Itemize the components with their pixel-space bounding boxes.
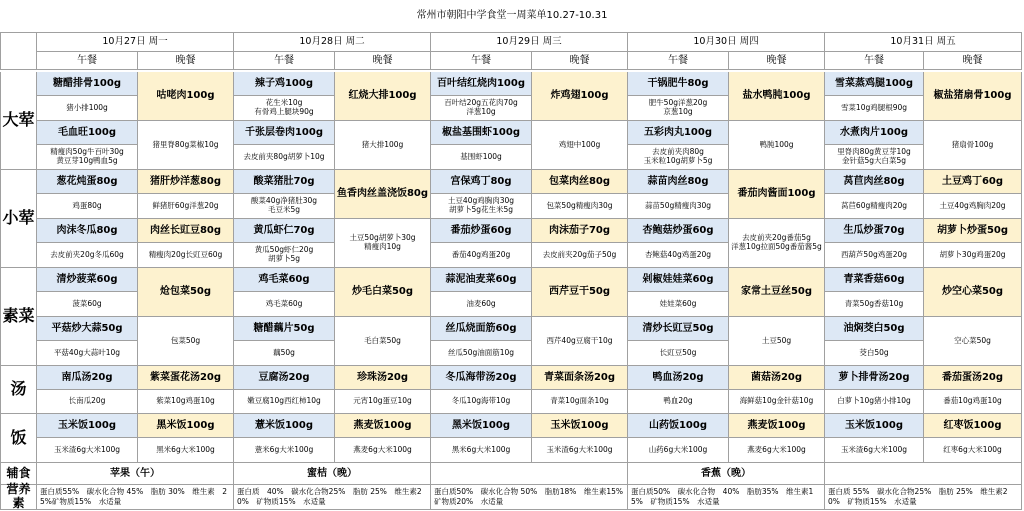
day-header: 10月31日 周五	[825, 32, 1022, 52]
nutrition-info: 蛋白质 55% 碳水化合物25% 脂肪 25% 维生素20% 矿物质15% 水适量	[825, 485, 1022, 510]
dish-name: 葱花炖蛋80g	[37, 170, 138, 194]
dish-name: 冬瓜海带汤20g	[431, 366, 532, 390]
dish-name: 肉沫冬瓜80g	[37, 219, 138, 243]
dish-ingredients: 空心菜50g	[924, 317, 1022, 366]
dish-name: 青菜面条汤20g	[532, 366, 628, 390]
dish-name: 家常土豆丝50g	[729, 268, 825, 317]
dish-name: 黑米饭100g	[431, 414, 532, 438]
dish-ingredients: 猪小排100g	[37, 96, 138, 121]
dish-name: 清炒长豇豆50g	[628, 317, 729, 341]
dish-name: 雪菜蒸鸡腿100g	[825, 72, 924, 96]
dish-ingredients: 茭白50g	[825, 341, 924, 366]
dish-ingredients: 西芹40g豆腐干10g	[532, 317, 628, 366]
dish-name: 毛血旺100g	[37, 121, 138, 145]
dish-ingredients: 山药6g大米100g	[628, 438, 729, 463]
dish-name: 包菜肉丝80g	[532, 170, 628, 194]
dish-name: 胡萝卜炒蛋50g	[924, 219, 1022, 243]
nutrition-info: 蛋白质50% 碳水化合物 50% 脂肪18% 维生素15% 矿物质20% 水适量	[431, 485, 628, 510]
dish-ingredients: 去皮前夹80g胡萝卜10g	[234, 145, 335, 170]
dish-ingredients: 包菜50g	[138, 317, 234, 366]
dish-ingredients: 酸菜40g净猪肚30g 毛豆米5g	[234, 194, 335, 219]
dish-ingredients: 胡萝卜30g鸡蛋20g	[924, 243, 1022, 268]
dish-name: 五彩肉丸100g	[628, 121, 729, 145]
dish-ingredients: 平菇40g大蒜叶10g	[37, 341, 138, 366]
dish-ingredients: 百叶结20g五花肉70g 洋葱10g	[431, 96, 532, 121]
side-food: 蜜桔（晚）	[234, 463, 431, 485]
dish-ingredients: 蒜苗50g精瘦肉30g	[628, 194, 729, 219]
dish-name: 糖醋藕片50g	[234, 317, 335, 341]
dish-ingredients: 精瘦肉50g牛百叶30g 黄豆芽10g鸭血5g	[37, 145, 138, 170]
dish-name: 炝包菜50g	[138, 268, 234, 317]
day-header: 10月27日 周一	[37, 32, 234, 52]
dish-ingredients: 杏鲍菇40g鸡蛋20g	[628, 243, 729, 268]
lunch-header: 午餐	[431, 52, 532, 70]
dish-name: 杏鲍菇炒蛋60g	[628, 219, 729, 243]
dish-ingredients: 海鲜菇10g金针菇10g	[729, 390, 825, 414]
dish-ingredients: 油麦60g	[431, 292, 532, 317]
dish-name: 千张层卷肉100g	[234, 121, 335, 145]
dish-name: 酸菜猪肚70g	[234, 170, 335, 194]
dish-name: 萝卜排骨汤20g	[825, 366, 924, 390]
dish-ingredients: 包菜50g精瘦肉30g	[532, 194, 628, 219]
dish-name: 宫保鸡丁80g	[431, 170, 532, 194]
dish-ingredients: 红枣6g大米100g	[924, 438, 1022, 463]
dish-name: 肉丝长豇豆80g	[138, 219, 234, 243]
dish-name: 豆腐汤20g	[234, 366, 335, 390]
dish-ingredients: 黑米6g大米100g	[431, 438, 532, 463]
dish-ingredients: 雪菜10g鸡腿根90g	[825, 96, 924, 121]
dish-name: 红烧大排100g	[335, 72, 431, 121]
day-header: 10月30日 周四	[628, 32, 825, 52]
dish-name: 炒毛白菜50g	[335, 268, 431, 317]
dish-ingredients: 燕麦6g大米100g	[729, 438, 825, 463]
dish-ingredients: 番茄10g鸡蛋10g	[924, 390, 1022, 414]
category-label: 素菜	[0, 268, 37, 366]
dish-name: 鸡毛菜60g	[234, 268, 335, 292]
dish-ingredients: 肥牛50g洋葱20g 京葱10g	[628, 96, 729, 121]
dish-ingredients: 玉米渣6g大米100g	[37, 438, 138, 463]
dish-name: 糖醋排骨100g	[37, 72, 138, 96]
dish-ingredients: 土豆40g鸡胸肉20g	[924, 194, 1022, 219]
dish-ingredients: 鸭肫100g	[729, 121, 825, 170]
dish-name: 椒盐基围虾100g	[431, 121, 532, 145]
lunch-header: 午餐	[825, 52, 924, 70]
dish-ingredients: 鲜猪肝60g洋葱20g	[138, 194, 234, 219]
dish-ingredients: 莴苣60g精瘦肉20g	[825, 194, 924, 219]
dish-name: 薏米饭100g	[234, 414, 335, 438]
dish-ingredients: 去皮前夹20g冬瓜60g	[37, 243, 138, 268]
dish-ingredients: 藕50g	[234, 341, 335, 366]
dish-ingredients: 燕麦6g大米100g	[335, 438, 431, 463]
dish-ingredients: 花生米10g 有骨鸡上腿块90g	[234, 96, 335, 121]
dish-name: 菌菇汤20g	[729, 366, 825, 390]
dish-ingredients: 猪大排100g	[335, 121, 431, 170]
dish-name: 生瓜炒蛋70g	[825, 219, 924, 243]
dish-name: 番茄蛋汤20g	[924, 366, 1022, 390]
dish-ingredients: 土豆40g鸡胸肉30g 胡萝卜5g花生米5g	[431, 194, 532, 219]
category-label: 饭	[0, 414, 37, 463]
dish-name: 干锅肥牛80g	[628, 72, 729, 96]
dish-ingredients: 元宵10g蛋豆10g	[335, 390, 431, 414]
dish-name: 椒盐猪扇骨100g	[924, 72, 1022, 121]
dish-name: 玉米饭100g	[37, 414, 138, 438]
nutrition-info: 蛋白质55% 碳水化合物 45% 脂肪 30% 维生素 25%矿物质15% 水适量	[37, 485, 234, 510]
dinner-header: 晚餐	[729, 52, 825, 70]
dish-name: 山药饭100g	[628, 414, 729, 438]
lunch-header: 午餐	[628, 52, 729, 70]
dish-ingredients: 菠菜60g	[37, 292, 138, 317]
dish-name: 燕麦饭100g	[335, 414, 431, 438]
dish-name: 肉沫茄子70g	[532, 219, 628, 243]
dish-name: 黄瓜虾仁70g	[234, 219, 335, 243]
dish-ingredients: 青菜10g面条10g	[532, 390, 628, 414]
dish-ingredients: 土豆50g胡萝卜30g 精瘦肉10g	[335, 219, 431, 268]
dish-name: 清炒菠菜60g	[37, 268, 138, 292]
dish-name: 百叶结红烧肉100g	[431, 72, 532, 96]
dish-ingredients: 去皮前夹20g茄子50g	[532, 243, 628, 268]
side-food: 香蕉（晚）	[628, 463, 825, 485]
dish-name: 蒜苗肉丝80g	[628, 170, 729, 194]
dish-ingredients: 去皮前夹20g番茄5g 洋葱10g拉面50g番茄酱5g	[729, 219, 825, 268]
dish-ingredients: 玉米渣6g大米100g	[825, 438, 924, 463]
dish-name: 燕麦饭100g	[729, 414, 825, 438]
dish-ingredients: 鸡翅中100g	[532, 121, 628, 170]
category-label: 辅食	[0, 463, 37, 485]
dish-name: 辣子鸡100g	[234, 72, 335, 96]
dish-name: 鸭血汤20g	[628, 366, 729, 390]
dinner-header: 晚餐	[924, 52, 1022, 70]
nutrition-info: 蛋白质 40% 碳水化合物25% 脂肪 25% 维生素20% 矿物质15% 水适量	[234, 485, 431, 510]
dish-name: 平菇炒大蒜50g	[37, 317, 138, 341]
dish-name: 猪肝炒洋葱80g	[138, 170, 234, 194]
dish-name: 丝瓜烧面筋60g	[431, 317, 532, 341]
day-header: 10月29日 周三	[431, 32, 628, 52]
lunch-header: 午餐	[37, 52, 138, 70]
category-label: 小荤	[0, 170, 37, 268]
dish-name: 剁椒娃娃菜60g	[628, 268, 729, 292]
dish-name: 珍珠汤20g	[335, 366, 431, 390]
dish-name: 炸鸡翅100g	[532, 72, 628, 121]
category-label: 大荤	[0, 72, 37, 170]
dish-ingredients: 白萝卜10g猪小排10g	[825, 390, 924, 414]
dish-ingredients: 嫩豆腐10g西红柿10g	[234, 390, 335, 414]
dish-name: 油焖茭白50g	[825, 317, 924, 341]
dish-name: 番茄肉酱面100g	[729, 170, 825, 219]
dinner-header: 晚餐	[138, 52, 234, 70]
dish-name: 土豆鸡丁60g	[924, 170, 1022, 194]
dish-ingredients: 紫菜10g鸡蛋10g	[138, 390, 234, 414]
dish-name: 玉米饭100g	[825, 414, 924, 438]
dish-ingredients: 里脊肉80g黄豆芽10g 金针菇5g大白菜5g	[825, 145, 924, 170]
dish-ingredients: 娃娃菜60g	[628, 292, 729, 317]
dish-ingredients: 精瘦肉20g长豇豆60g	[138, 243, 234, 268]
dish-name: 番茄炒蛋60g	[431, 219, 532, 243]
dish-ingredients: 土豆50g	[729, 317, 825, 366]
dish-name: 黑米饭100g	[138, 414, 234, 438]
side-food	[825, 463, 1022, 485]
day-header: 10月28日 周二	[234, 32, 431, 52]
dish-name: 蒜泥油麦菜60g	[431, 268, 532, 292]
dinner-header: 晚餐	[335, 52, 431, 70]
dish-ingredients: 黄瓜50g虾仁20g 胡萝卜5g	[234, 243, 335, 268]
corner-cell	[0, 32, 37, 70]
dish-name: 南瓜汤20g	[37, 366, 138, 390]
dinner-header: 晚餐	[532, 52, 628, 70]
dish-ingredients: 鸭血20g	[628, 390, 729, 414]
dish-name: 莴苣肉丝80g	[825, 170, 924, 194]
dish-name: 咕咾肉100g	[138, 72, 234, 121]
dish-name: 鱼香肉丝盖浇饭80g	[335, 170, 431, 219]
dish-name: 紫菜蛋花汤20g	[138, 366, 234, 390]
dish-ingredients: 丝瓜50g油面筋10g	[431, 341, 532, 366]
dish-name: 红枣饭100g	[924, 414, 1022, 438]
side-food	[431, 463, 628, 485]
dish-ingredients: 长南瓜20g	[37, 390, 138, 414]
dish-ingredients: 玉米渣6g大米100g	[532, 438, 628, 463]
dish-ingredients: 番茄40g鸡蛋20g	[431, 243, 532, 268]
dish-ingredients: 毛白菜50g	[335, 317, 431, 366]
lunch-header: 午餐	[234, 52, 335, 70]
nutrition-info: 蛋白质50% 碳水化合物 40% 脂肪35% 维生素15% 矿物质15% 水适量	[628, 485, 825, 510]
dish-name: 炒空心菜50g	[924, 268, 1022, 317]
dish-ingredients: 青菜50g香菇10g	[825, 292, 924, 317]
page-title: 常州市朝阳中学食堂一周菜单10.27-10.31	[416, 10, 608, 22]
dish-ingredients: 长豇豆50g	[628, 341, 729, 366]
dish-ingredients: 冬瓜10g海带10g	[431, 390, 532, 414]
side-food: 苹果（午）	[37, 463, 234, 485]
dish-ingredients: 西葫芦50g鸡蛋20g	[825, 243, 924, 268]
dish-name: 盐水鸭肫100g	[729, 72, 825, 121]
dish-ingredients: 鸡蛋80g	[37, 194, 138, 219]
dish-name: 青菜香菇60g	[825, 268, 924, 292]
category-label: 营养素	[0, 485, 37, 510]
category-label: 汤	[0, 366, 37, 414]
dish-ingredients: 去皮前夹肉80g 玉米粒10g胡萝卜5g	[628, 145, 729, 170]
dish-ingredients: 黑米6g大米100g	[138, 438, 234, 463]
dish-name: 水煮肉片100g	[825, 121, 924, 145]
dish-ingredients: 猪里脊80g菜椒10g	[138, 121, 234, 170]
dish-ingredients: 薏米6g大米100g	[234, 438, 335, 463]
dish-ingredients: 鸡毛菜60g	[234, 292, 335, 317]
dish-ingredients: 猪扇骨100g	[924, 121, 1022, 170]
dish-ingredients: 基围虾100g	[431, 145, 532, 170]
dish-name: 西芹豆干50g	[532, 268, 628, 317]
dish-name: 玉米饭100g	[532, 414, 628, 438]
